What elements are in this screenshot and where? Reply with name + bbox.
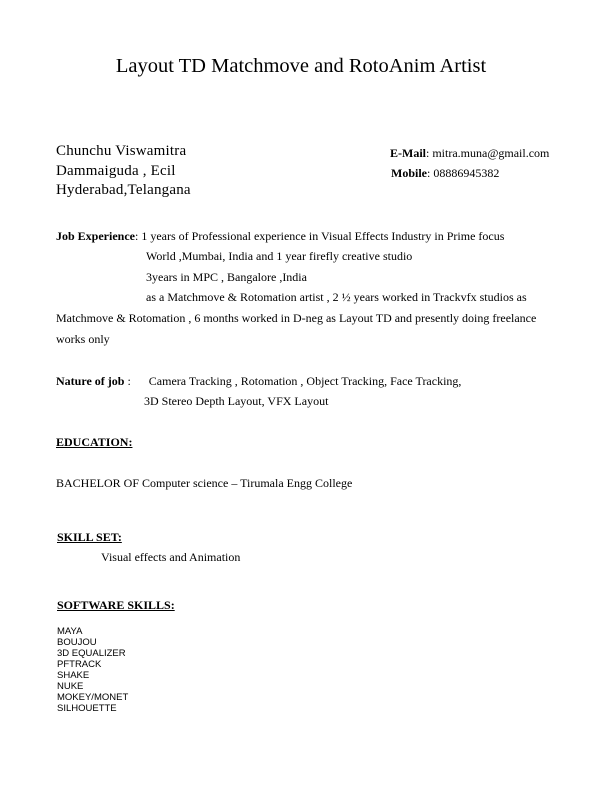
nature-of-job-label: Nature of job xyxy=(56,374,125,388)
nature-of-job-text: Camera Tracking , Rotomation , Object Tracking, Face Tracking, xyxy=(148,374,462,388)
email-label: E-Mail xyxy=(390,146,426,160)
education-heading: EDUCATION: xyxy=(56,435,133,449)
job-experience-line: World ,Mumbai, India and 1 year firefly creative studio xyxy=(146,249,413,263)
software-skill-item: MOKEY/MONET xyxy=(57,692,129,703)
software-skill-item: SILHOUETTE xyxy=(57,703,117,714)
job-experience-line: Matchmove & Rotomation , 6 months worked in D-neg as Layout TD and presently doing freelance xyxy=(56,311,537,325)
email-value: : mitra.muna@gmail.com xyxy=(426,146,550,160)
contact-name: Chunchu Viswamitra xyxy=(56,143,187,159)
software-skills-list xyxy=(57,626,128,714)
skill-set-text: Visual effects and Animation xyxy=(101,550,241,564)
mobile-line xyxy=(391,166,499,181)
software-skill-item: 3D EQUALIZER xyxy=(57,648,126,659)
software-skill-item: MAYA xyxy=(57,626,83,637)
software-skill-item: NUKE xyxy=(57,681,84,692)
page-title: Layout TD Matchmove and RotoAnim Artist xyxy=(115,55,487,77)
mobile-label: Mobile xyxy=(391,166,427,180)
job-experience-line: works only xyxy=(56,332,110,346)
job-experience-label: Job Experience xyxy=(56,229,135,243)
contact-address-line-1: Dammaiguda , Ecil xyxy=(56,163,176,179)
job-experience-line: 3years in MPC , Bangalore ,India xyxy=(146,270,307,284)
job-experience-line: as a Matchmove & Rotomation artist , 2 ½ years worked in Trackvfx studios as xyxy=(146,290,527,304)
contact-address-line-2: Hyderabad,Telangana xyxy=(56,182,191,198)
software-skill-item: SHAKE xyxy=(57,670,90,681)
software-skills-heading: SOFTWARE SKILLS: xyxy=(57,598,175,612)
job-experience-text: : 1 years of Professional experience in Visual Effects Industry in Prime focus xyxy=(135,229,505,243)
software-skill-item: PFTRACK xyxy=(57,659,102,670)
education-text: BACHELOR OF Computer science – Tirumala Engg College xyxy=(56,476,353,490)
nature-of-job-line: 3D Stereo Depth Layout, VFX Layout xyxy=(144,394,329,408)
skill-set-heading: SKILL SET: xyxy=(57,530,122,544)
nature-of-job-line xyxy=(56,374,461,389)
nature-of-job-colon: : xyxy=(127,374,131,388)
email-line xyxy=(390,146,549,161)
software-skill-item: BOUJOU xyxy=(57,637,97,648)
mobile-value: : 08886945382 xyxy=(427,166,500,180)
job-experience-line xyxy=(56,229,504,244)
